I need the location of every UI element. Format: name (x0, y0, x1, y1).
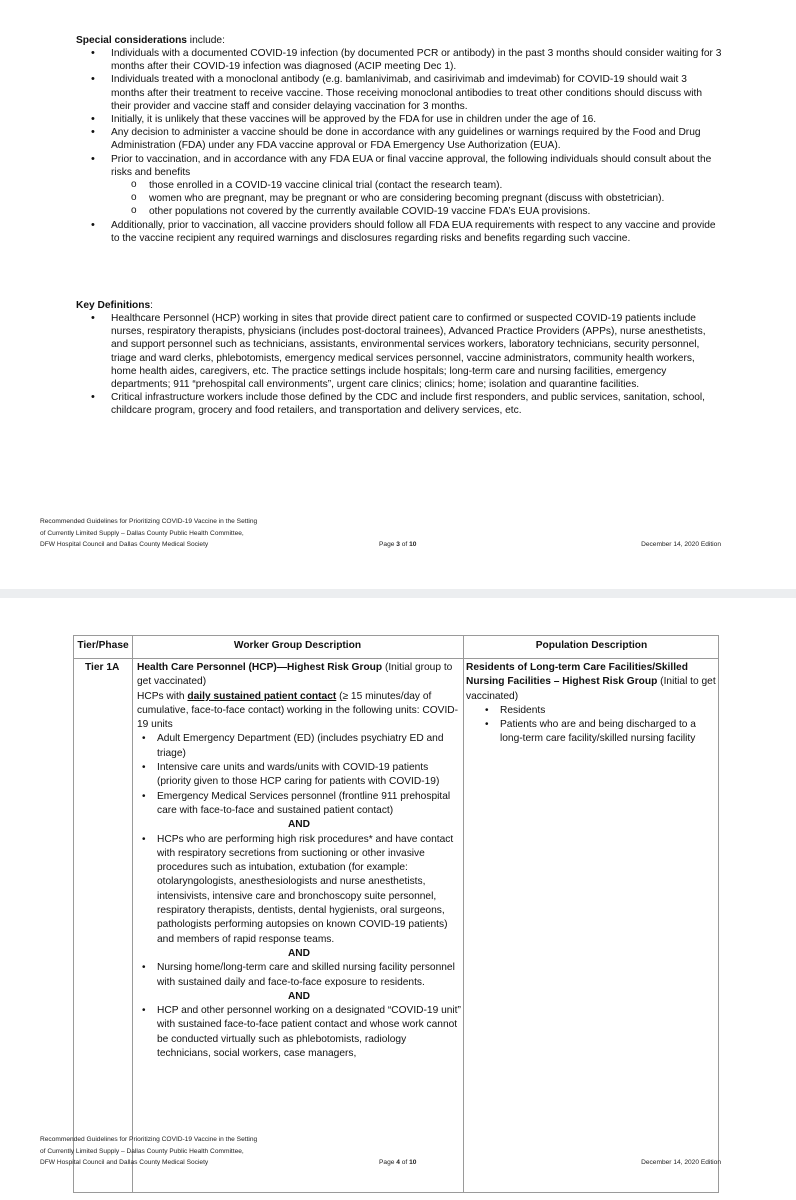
tier-table (73, 635, 719, 1193)
list-item: • Individuals treated with a monoclonal antibody (e.g. bamlanivimab, and casirivimab and imdevimab) for COVID-19 should wait 3 months after their treatment to receive vaccine. Those receiving monoclonal antibodies to treat other conditions should discuss with their provider and vaccine staff and consider delaying vaccination for 3 months. (111, 73, 723, 113)
list-item: • Emergency Medical Services personnel (frontline 911 prehospital care with face-to-face and sustained patient contact) (137, 790, 461, 819)
header-divider (74, 658, 718, 659)
population-cell (466, 661, 718, 747)
key-definitions-list (111, 312, 723, 418)
list-item: • Critical infrastructure workers include those defined by the CDC and include first responders, and public services, sanitation, school, childcare program, grocery and food retailers, and transportation and delivery services, etc. (111, 391, 723, 417)
list-item: • Intensive care units and wards/units with COVID-19 patients (priority given to those HCP caring for patients with COVID-19) (137, 761, 461, 790)
list-item: • HCP and other personnel working on a designated “COVID-19 unit” with sustained face-to-face patient contact and whose work cannot be conducted virtually such as phlebotomists, radiology technicians, social workers, case managers, (137, 1004, 461, 1061)
list-item: • Adult Emergency Department (ED) (includes psychiatry ED and triage) (137, 732, 461, 761)
sublist-item: o women who are pregnant, may be pregnant or who are considering becoming pregnant (discuss with obstetrician). (111, 192, 723, 205)
list-item: • Additionally, prior to vaccination, all vaccine providers should follow all FDA EUA requirements with respect to any vaccine and provide to the vaccine recipient any required warnings and disclosures regarding risks and benefits regarding such vaccine. (111, 219, 723, 245)
list-item: • Individuals with a documented COVID-19 infection (by documented PCR or antibody) in the past 3 months should consider waiting for 3 months after their COVID-19 infection was diagnosed (ACIP meeting Dec 1). (111, 47, 723, 73)
page-number: Page 3 of 10 (379, 541, 417, 548)
footer-citation: Recommended Guidelines for Prioritizing COVID-19 Vaccine in the Setting of Currently Limited Supply – Dallas County Public Health Committee, DFW Hospital Council and Dallas County Medical Society (40, 1136, 258, 1166)
edition-date: December 14, 2020 Edition (641, 541, 721, 548)
consult-sublist (111, 179, 723, 219)
and-separator: AND (287, 990, 311, 1002)
sublist-item: o those enrolled in a COVID-19 vaccine clinical trial (contact the research team). (111, 179, 723, 192)
and-separator: AND (287, 947, 311, 959)
list-item: • Patients who are and being discharged to a long-term care facility/skilled nursing facility (480, 718, 718, 747)
sublist-item: o other populations not covered by the currently available COVID-19 vaccine FDA’s EUA provisions. (111, 205, 723, 218)
tier-label: Tier 1A (85, 662, 120, 673)
header-population: Population Description (535, 640, 648, 651)
and-separator: AND (287, 819, 311, 831)
footer-citation: Recommended Guidelines for Prioritizing COVID-19 Vaccine in the Setting of Currently Limited Supply – Dallas County Public Health Committee, DFW Hospital Council and Dallas County Medical Society (40, 518, 258, 548)
column-divider (463, 636, 464, 1192)
document-page-4 (0, 598, 796, 1200)
special-considerations-list (111, 47, 723, 245)
document-page-3 (0, 0, 796, 589)
special-considerations-heading: Special considerations include: (76, 35, 225, 46)
header-worker-group: Worker Group Description (233, 640, 362, 651)
list-item: • Prior to vaccination, and in accordance with any FDA EUA or final vaccine approval, the following individuals should consult about the risks and benefits o those enrolled in a COVID-19 vaccine clinical trial (contact the research team). o women who are pregnant, may be pregnant or who are considering becoming pregnant (discuss with obstetrician). o other populations not covered by the currently available COVID-19 vaccine FDA’s EUA provisions. (111, 153, 723, 219)
worker-group-cell (137, 661, 461, 1061)
unit-list (137, 732, 461, 1061)
edition-date: December 14, 2020 Edition (641, 1159, 721, 1166)
column-divider (132, 636, 133, 1192)
population-list (466, 704, 718, 747)
list-item: • Residents (480, 704, 718, 718)
list-item: • Any decision to administer a vaccine should be done in accordance with any guidelines or warnings required by the Food and Drug Administration (FDA) under any FDA vaccine approval or FDA Emergency Use Authorization (EUA). (111, 126, 723, 152)
list-item: • Healthcare Personnel (HCP) working in sites that provide direct patient care to confirmed or suspected COVID-19 patients include nurses, respiratory therapists, physicians (includes post-doctoral trainees), Advanced Practice Providers (APPs), nurse anesthetists, and support personnel such as technicians, assistants, environmental services workers, laboratory technicians, security personnel, triage and ward clerks, phlebotomists, emergency medical services personnel, vaccine administrators, community health workers, home health aides, caregivers, etc. The practice settings include hospitals; long-term care and nursing facilities, emergency departments; 911 “prehospital call environments”, urgent care clinics; clinics; home; isolation and quarantine facilities. (111, 312, 723, 391)
worker-group-title: Health Care Personnel (HCP)—Highest Risk Group (Initial group to get vaccinated) (137, 662, 453, 688)
hcp-contact-text: HCPs with daily sustained patient contact (≥ 15 minutes/day of cumulative, face-to-face contact) working in the following units: COVID-19 units (137, 690, 459, 731)
key-definitions-heading: Key Definitions: (76, 300, 153, 311)
population-title: Residents of Long-term Care Facilities/Skilled Nursing Facilities – Highest Risk Group (Initial to get vaccinated) (466, 662, 716, 702)
header-tier-phase: Tier/Phase (77, 640, 129, 651)
list-item: • HCPs who are performing high risk procedures* and have contact with respiratory secretions from suctioning or other invasive procedures such as intubation, extubation (for example: otolaryngologists, anesthesiologists and nurse anesthetists, intensivists, intensive care and bronchoscopy suite personnel, respiratory therapists, dentists, dental hygienists, oral surgeons, pathologists performing autopsies on known COVID-19 patients) and members of rapid response teams. (137, 833, 461, 947)
list-item: • Nursing home/long-term care and skilled nursing facility personnel with sustained daily and face-to-face exposure to residents. (137, 961, 461, 990)
page-number: Page 4 of 10 (379, 1159, 417, 1166)
list-item: • Initially, it is unlikely that these vaccines will be approved by the FDA for use in children under the age of 16. (111, 113, 723, 126)
